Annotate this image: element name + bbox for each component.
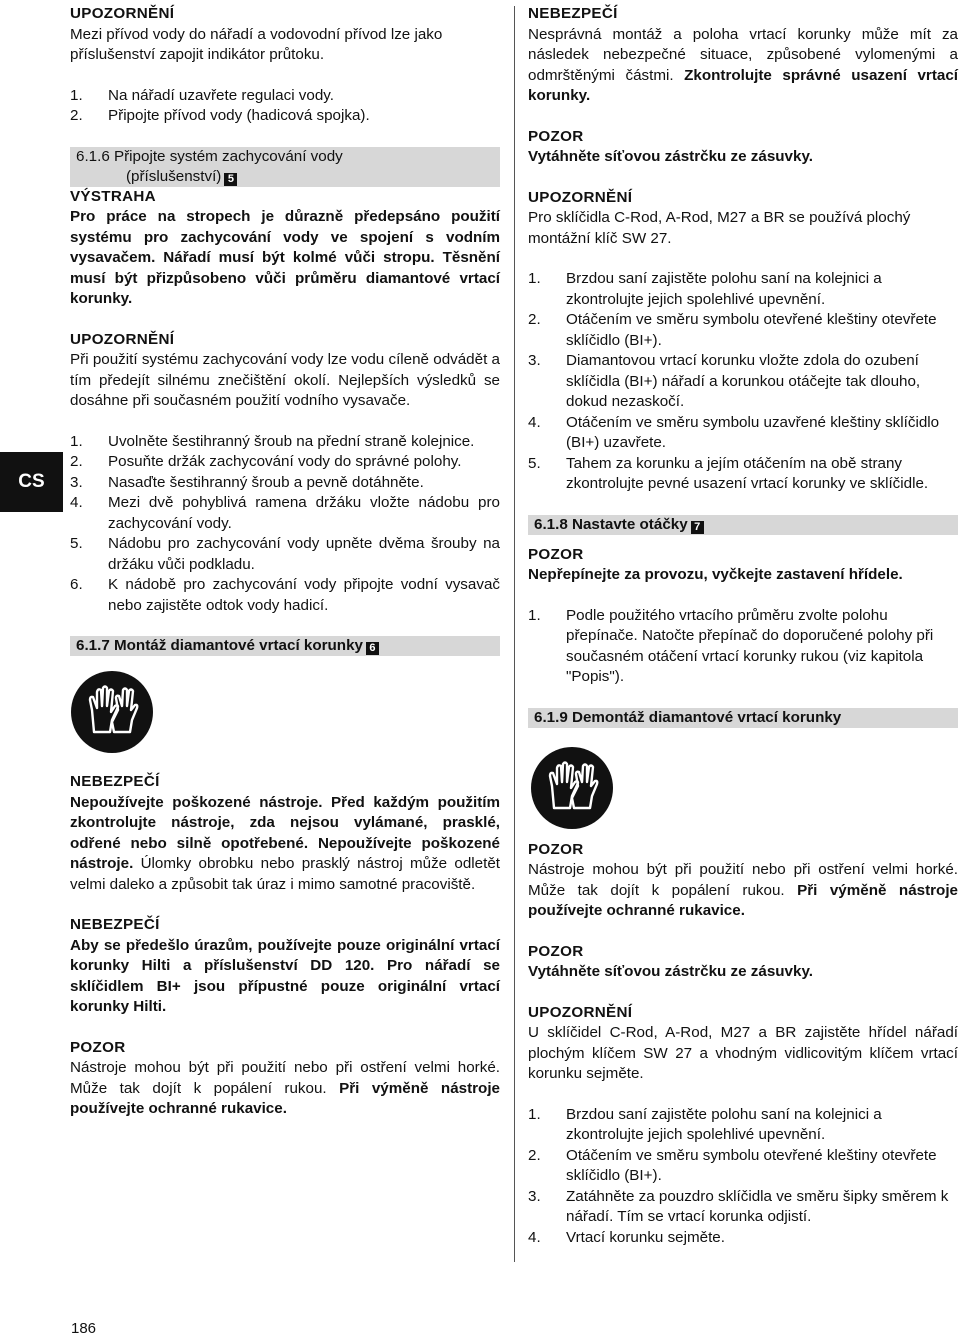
section-title: 6.1.9 Demontáž diamantové vrtací korunky [534,708,842,726]
step-text: Otáčením ve směru symbolu otevřené kleštiny otevřete sklíčidlo (BI+). [566,311,937,349]
step-text: Posuňte držák zachycování vody do správné polohy. [108,453,462,470]
step-text: Tahem za korunku a jejím otáčením na obě strany zkontrolujte pevné usazení vrtací korunky ve sklíčidle. [566,454,929,492]
caution-text: Nepřepínejte za provozu, vyčkejte zastavení hřídele. [528,566,903,583]
step-number: 2. [70,107,83,124]
step-number: 3. [528,1187,541,1205]
danger-heading: NEBEZPEČÍ [528,5,618,22]
warning-text: Pro práce na stropech je důrazně předepsáno použití systému pro zachycování vody ve spojení s vodním vysavačem. Nářadí musí být kolmé vůči stropu. Těsnění musí být přizpůsobeno vůči průměru diamantové vrtací korunky. [70,208,500,307]
list-item [528,351,958,413]
warning-heading: VÝSTRAHA [70,187,156,205]
figure-ref: 7 [691,521,704,534]
step-number: 1. [70,432,83,450]
note-text: Mezi přívod vody do nářadí a vodovodní přívod lze jako příslušenství zapojit indikátor průtoku. [70,25,443,63]
figure-ref: 6 [366,642,379,655]
list-item [70,86,500,107]
list-item [528,1187,958,1228]
list-item [528,454,958,495]
section-title: 6.1.7 Montáž diamantové vrtací korunky [76,637,363,654]
step-text: Diamantovou vrtací korunku vložte zdola do ozubení sklíčidla (BI+) nářadí a korunkou otáčejte tak dlouho, dokud nezaskočí. [566,352,921,410]
step-text: Otáčením ve směru symbolu otevřené kleštiny otevřete sklíčidlo (BI+). [566,1146,937,1184]
list-item [70,575,500,616]
list-item [70,452,500,473]
danger-text: Aby se předešlo úrazům, používejte pouze originální vrtací korunky Hilti a příslušenství DD 120. Pro nářadí se sklíčidlem BI+ jsou přípustné pouze originální vrtací korunky Hilti. [70,936,500,1015]
step-text: Nádobu pro zachycování vody upněte dvěma šrouby na držáku vůči podkladu. [108,535,500,573]
note-heading: UPOZORNĚNÍ [528,1003,633,1021]
steps-list [70,86,500,127]
step-number: 4. [70,494,83,511]
step-number: 2. [528,311,541,328]
danger-heading: NEBEZPEČÍ [70,916,160,933]
step-number: 3. [528,352,541,369]
caution-heading: POZOR [528,127,584,145]
step-number: 4. [528,413,541,431]
column-divider [514,6,515,1262]
note-text: Při použití systému zachycování vody lze vodu cíleně odvádět a tím předejít silnému znečištění okolí. Nejlepších výsledků se dosáhne při současném použití vodního vysavače. [70,351,500,409]
caution-heading: POZOR [528,942,584,960]
list-item [528,1105,958,1146]
step-text: Brzdou saní zajistěte polohu saní na kolejnici a zkontrolujte jejich spolehlivé upevnění. [566,270,882,308]
step-text: Zatáhněte za pouzdro sklíčidla ve směru šipky směrem k nářadí. Tím se vrtací korunka odjistí. [566,1187,949,1225]
step-number: 4. [528,1228,541,1246]
list-item [528,606,958,688]
note-text: U sklíčidel C-Rod, A-Rod, M27 a BR zajistěte hřídel nářadí plochým klíčem SW 27 a vhodným vidlicovitým klíčem vrtací korunku sejměte. [528,1024,958,1082]
danger-text-bold: Nepoužívejte poškozené nástroje. Před každým použitím zkontrolujte nástroje, zda nejsou vylámané, prasklé, odřené nebo silně opotřebené. Nepoužívejte poškozené nástroje. [70,793,500,872]
step-text: Vrtací korunku sejměte. [566,1228,725,1246]
note-text: Pro sklíčidla C-Rod, A-Rod, M27 a BR se používá plochý montážní klíč SW 27. [528,209,911,247]
note-heading: UPOZORNĚNÍ [70,5,175,22]
step-text: Otáčením ve směru symbolu uzavřené kleštiny sklíčidlo (BI+) uzavřete. [566,413,940,451]
language-tab [0,452,63,512]
steps-list [528,269,958,495]
left-column [70,4,500,1120]
list-item [70,493,500,534]
caution-text: Vytáhněte síťovou zástrčku ze zásuvky. [528,148,813,165]
page-number: 186 [71,1320,97,1337]
language-code: CS [18,470,45,492]
list-item [70,473,500,494]
step-number: 1. [528,606,541,624]
section-title: 6.1.6 Připojte systém zachycování vody [76,147,343,165]
list-item [70,106,500,127]
danger-heading: NEBEZPEČÍ [70,773,160,790]
list-item [70,534,500,575]
note-heading: UPOZORNĚNÍ [70,330,175,348]
caution-text: Vytáhněte síťovou zástrčku ze zásuvky. [528,963,813,980]
step-text: Podle použitého vrtacího průměru zvolte polohu přepínače. Natočte přepínač do doporučené polohy při současném otáčení vrtací korunky rukou (viz kapitola "Popis"). [566,606,934,685]
step-number: 6. [70,576,83,593]
section-heading-616 [70,147,500,187]
section-title-cont: (příslušenství) [126,167,222,185]
list-item [528,413,958,454]
protective-gloves-icon [70,670,154,754]
step-number: 3. [70,473,83,491]
section-heading-617 [70,636,500,656]
danger-text: Nesprávná montáž a poloha vrtací korunky může mít za následek nebezpečné situace, způsobené vylomenými a odmrštěnými částmi. [528,25,958,84]
caution-text-bold: Při výměně nástroje používejte ochranné rukavice. [70,1079,500,1117]
list-item [528,310,958,351]
step-text: Mezi dvě pohyblivá ramena držáku vložte nádobu pro zachycování vody. [108,494,500,532]
step-number: 2. [70,453,83,470]
step-number: 5. [528,454,541,472]
step-number: 1. [528,1105,541,1123]
section-heading-618 [528,515,958,535]
caution-text: Nástroje mohou být při použití nebo při ostření velmi horké. Může tak dojít k popálení rukou. [528,861,958,899]
caution-text: Nástroje mohou být při použití nebo při ostření velmi horké. Může tak dojít k popálení rukou. [70,1059,500,1097]
list-item [528,269,958,310]
protective-gloves-icon [530,746,614,830]
list-item [528,1228,958,1249]
note-heading: UPOZORNĚNÍ [528,188,633,206]
step-number: 2. [528,1146,541,1164]
step-text: Brzdou saní zajistěte polohu saní na kolejnici a zkontrolujte jejich spolehlivé upevnění. [566,1105,882,1143]
step-text: Nasaďte šestihranný šroub a pevně dotáhněte. [108,473,424,491]
step-text: Na nářadí uzavřete regulaci vody. [108,86,334,104]
caution-heading: POZOR [70,1038,126,1056]
step-number: 1. [70,86,83,104]
caution-text-bold: Při výměně nástroje používejte ochranné rukavice. [528,881,958,919]
section-title: 6.1.8 Nastavte otáčky [534,515,688,533]
figure-ref: 5 [224,173,237,186]
step-text: K nádobě pro zachycování vody připojte vodní vysavač nebo zajistěte odtok vody hadicí. [108,576,500,614]
list-item [528,1146,958,1187]
steps-list [70,432,500,617]
section-heading-619 [528,708,958,728]
step-number: 5. [70,535,83,552]
steps-list [528,606,958,688]
danger-text-bold: Zkontrolujte správné usazení vrtací korunky. [528,66,958,104]
right-column [528,4,958,1248]
caution-heading: POZOR [528,840,584,858]
steps-list [528,1105,958,1249]
danger-text: Úlomky obrobku nebo prasklý nástroj může odletět velmi daleko a způsobit tak úraz i mimo samotné pracoviště. [70,855,500,893]
step-text: Uvolněte šestihranný šroub na přední straně kolejnice. [108,432,475,450]
caution-heading: POZOR [528,545,584,563]
step-text: Připojte přívod vody (hadicová spojka). [108,107,370,124]
list-item [70,432,500,453]
step-number: 1. [528,270,541,287]
